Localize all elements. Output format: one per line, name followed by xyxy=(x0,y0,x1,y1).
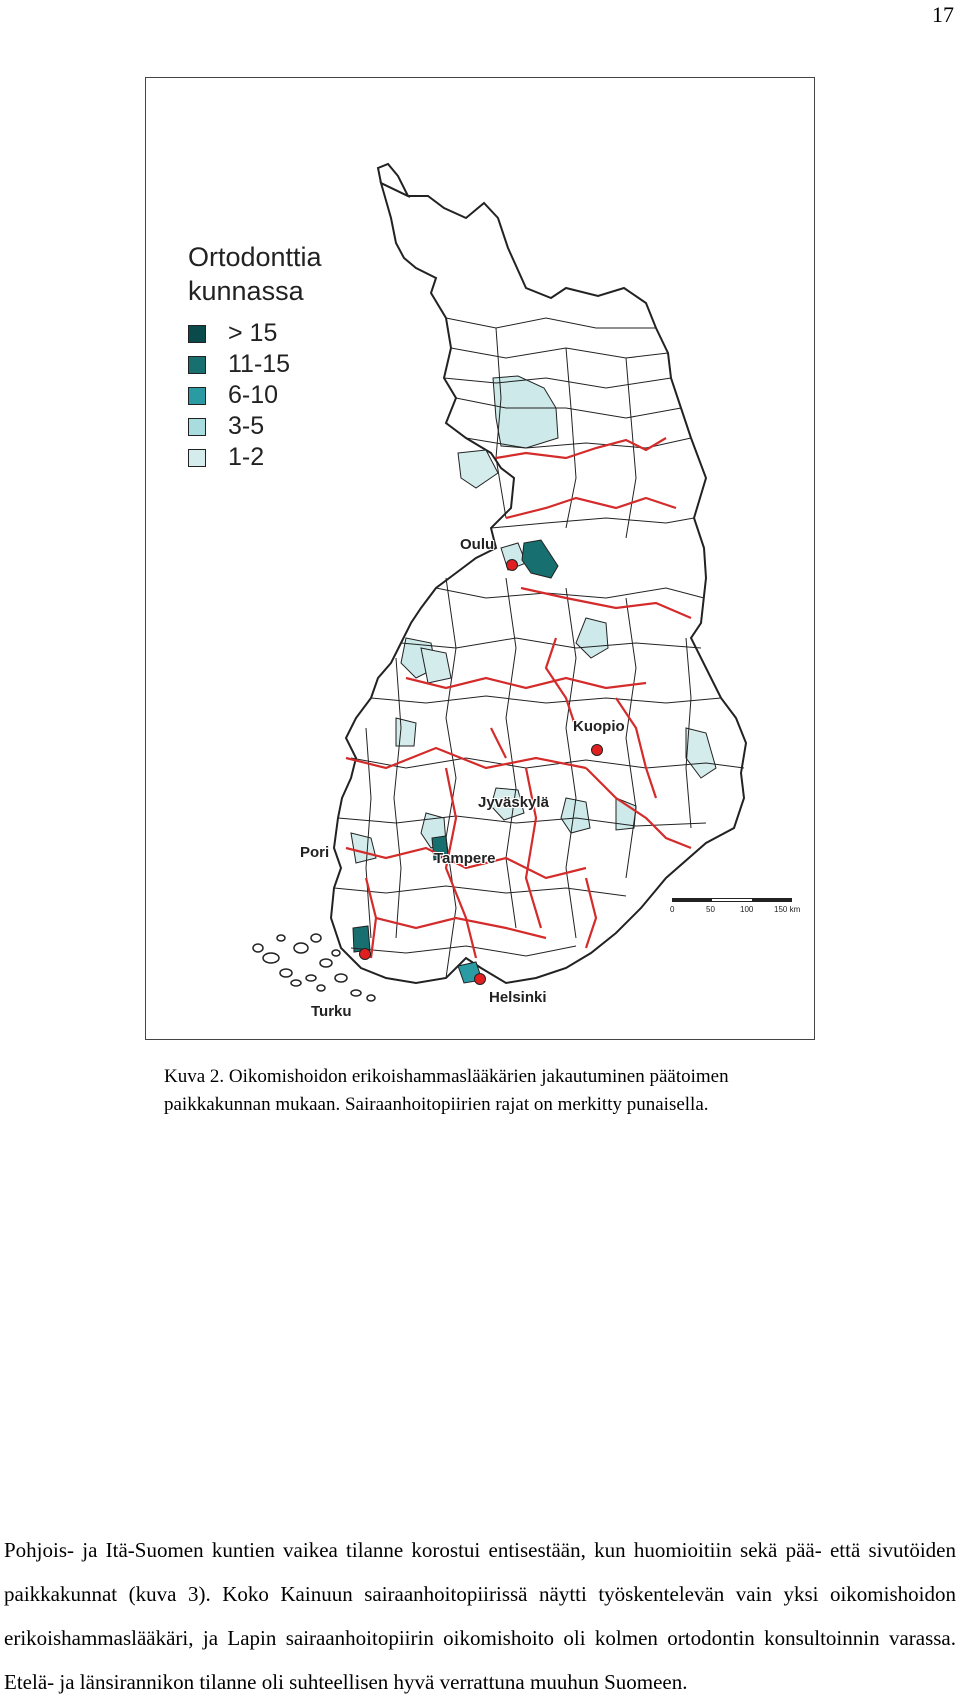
city-label-helsinki: Helsinki xyxy=(489,989,547,1006)
legend-swatch xyxy=(188,325,206,343)
city-label-jyvaskyla: Jyväskylä xyxy=(478,794,549,811)
scale-tick: 150 km xyxy=(774,905,801,914)
legend-label: 1-2 xyxy=(228,443,265,471)
legend-swatch xyxy=(188,356,206,374)
figure-caption xyxy=(164,1063,804,1119)
city-label-pori: Pori xyxy=(300,844,330,861)
page-number: 17 xyxy=(932,2,954,27)
oulu-marker xyxy=(507,560,518,571)
map-legend xyxy=(188,240,378,473)
scale-tick: 0 xyxy=(670,905,675,914)
finland-outline xyxy=(331,183,746,983)
city-label-kuopio: Kuopio xyxy=(573,718,625,735)
legend-item xyxy=(188,380,378,411)
scale-tick: 100 xyxy=(740,905,754,914)
legend-item xyxy=(188,318,378,349)
legend-swatch xyxy=(188,449,206,467)
legend-swatch xyxy=(188,387,206,405)
map-figure xyxy=(145,77,815,1040)
legend-item xyxy=(188,349,378,380)
legend-label: 6-10 xyxy=(228,381,279,409)
scale-tick: 50 xyxy=(706,905,715,914)
legend-item xyxy=(188,411,378,442)
kuopio-marker xyxy=(592,745,603,756)
legend-label: > 15 xyxy=(228,319,278,347)
city-label-oulu: Oulu xyxy=(460,536,495,553)
turku-marker xyxy=(360,949,371,960)
caption-line: paikkakunnan mukaan. Sairaanhoitopiirien rajat on merkitty punaisella. xyxy=(164,1094,709,1115)
legend-label: 3-5 xyxy=(228,412,265,440)
legend-title: Ortodonttia kunnassa xyxy=(188,242,322,306)
finland-map xyxy=(146,78,813,1038)
city-label-tampere: Tampere xyxy=(434,850,496,867)
scale-bar-graphic xyxy=(672,898,792,902)
city-label-turku: Turku xyxy=(311,1003,352,1020)
helsinki-marker xyxy=(475,974,486,985)
legend-label: 11-15 xyxy=(228,350,291,378)
legend-item xyxy=(188,442,378,473)
legend-swatch xyxy=(188,418,206,436)
body-paragraph: Pohjois- ja Itä-Suomen kuntien vaikea tilanne korostui entisestään, kun huomioitiin sekä pää- että sivutöiden paikkakunnat (kuva 3). Koko Kainuun sairaanhoitopiirissä näytti työskentelevän vain yksi oikomishoidon erikoishammaslääkäri, ja Lapin sairaanhoitopiirin oikomishoito oli kolmen ortodontin konsultoinnin varassa. Etelä- ja länsirannikon tilanne oli suhteellisen hyvä verrattuna muuhun Suomeen. xyxy=(4,1538,956,1694)
caption-line: Kuva 2. Oikomishoidon erikoishammaslääkärien jakautuminen päätoimen xyxy=(164,1066,729,1087)
